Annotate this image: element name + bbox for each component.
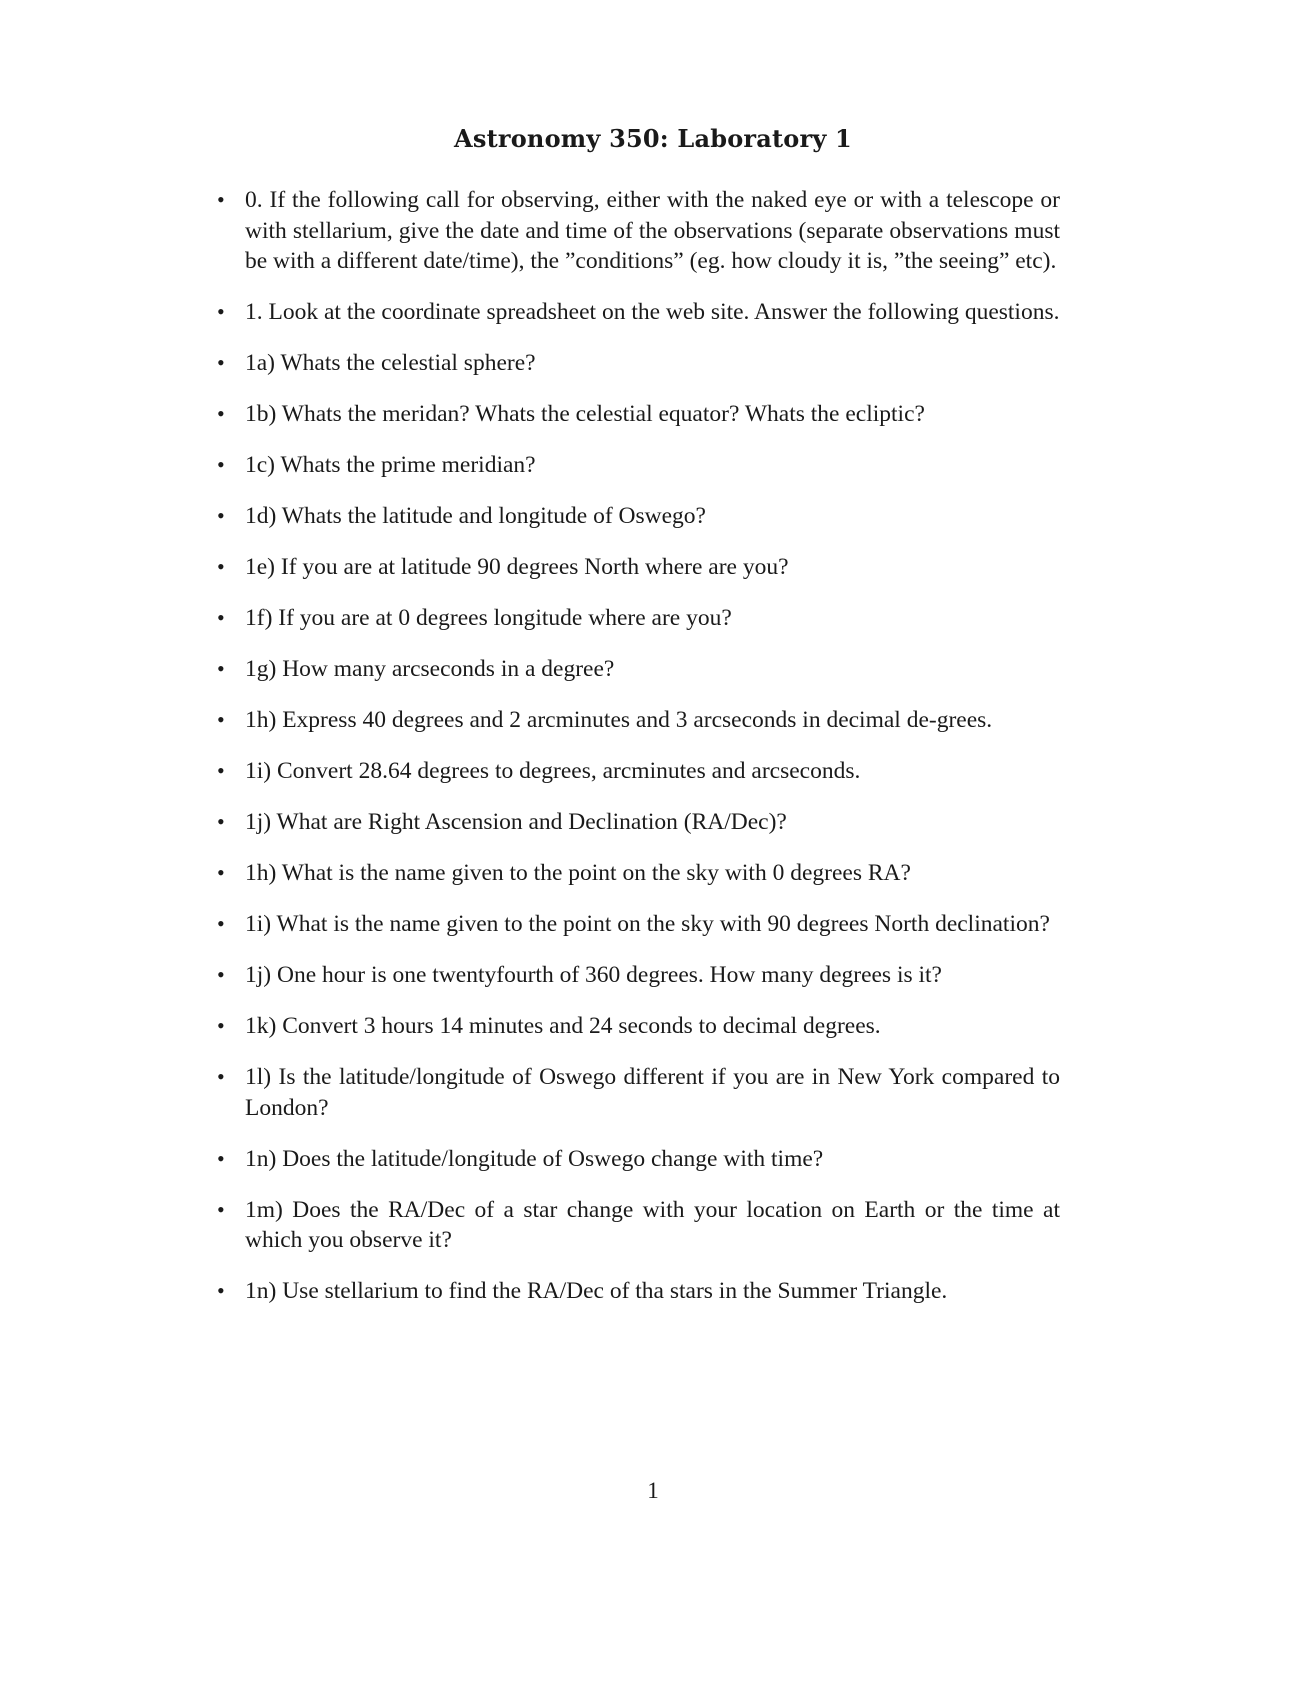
list-item [215, 858, 1060, 889]
item-text: 1f) If you are at 0 degrees longitude where are you? [245, 605, 732, 631]
list-item [215, 705, 1060, 736]
document-title: Astronomy 350: Laboratory 1 [454, 124, 852, 153]
item-text: 1i) What is the name given to the point on the sky with 90 degrees North declination? [245, 911, 1050, 937]
item-text: 1k) Convert 3 hours 14 minutes and 24 seconds to decimal degrees. [245, 1013, 881, 1039]
bullet-icon: • [217, 911, 225, 936]
list-item [215, 654, 1060, 685]
bullet-icon: • [217, 707, 225, 732]
bullet-icon: • [217, 1013, 225, 1038]
list-item [215, 185, 1060, 277]
bullet-icon: • [217, 401, 225, 426]
item-text: 1h) What is the name given to the point on the sky with 0 degrees RA? [245, 860, 911, 886]
item-text: 1m) Does the RA/Dec of a star change with your location on Earth or the time at which you observe it? [245, 1196, 1060, 1253]
item-text: 1g) How many arcseconds in a degree? [245, 656, 615, 682]
list-item [215, 756, 1060, 787]
item-text: 1i) Convert 28.64 degrees to degrees, arcminutes and arcseconds. [245, 758, 861, 784]
item-text: 1n) Does the latitude/longitude of Oswego change with time? [245, 1145, 824, 1172]
question-list [215, 185, 1060, 1327]
bullet-icon: • [217, 605, 225, 630]
list-item [215, 348, 1060, 379]
list-item [215, 807, 1060, 838]
item-text: 1d) Whats the latitude and longitude of Oswego? [245, 503, 706, 529]
item-text: 1b) Whats the meridan? Whats the celestial equator? Whats the ecliptic? [245, 401, 925, 427]
list-item [215, 909, 1060, 940]
item-text: 1a) Whats the celestial sphere? [245, 350, 536, 376]
bullet-icon: • [217, 1064, 225, 1089]
bullet-icon: • [217, 350, 225, 375]
item-text: 1n) Use stellarium to find the RA/Dec of tha stars in the Summer Triangle. [245, 1278, 948, 1304]
list-item [215, 399, 1060, 430]
item-text: 1l) Is the latitude/longitude of Oswego different if you are in New York compared to London? [245, 1064, 1060, 1121]
list-item [215, 960, 1060, 991]
list-item [215, 603, 1060, 634]
list-item [215, 501, 1060, 532]
bullet-icon: • [217, 1145, 225, 1171]
bullet-icon: • [217, 809, 225, 834]
list-item [215, 1276, 1060, 1307]
list-item [215, 552, 1060, 583]
list-item [215, 1195, 1060, 1256]
item-text: 1c) Whats the prime meridian? [245, 452, 536, 478]
bullet-icon: • [217, 299, 225, 324]
bullet-icon: • [217, 554, 225, 579]
bullet-icon: • [217, 656, 225, 681]
bullet-icon: • [217, 860, 225, 885]
item-text: 1j) What are Right Ascension and Declination (RA/Dec)? [245, 809, 787, 835]
page-number: 1 [647, 1478, 659, 1503]
item-text: 1h) Express 40 degrees and 2 arcminutes and 3 arcseconds in decimal de-grees. [245, 707, 993, 733]
bullet-icon: • [217, 962, 225, 987]
list-item [215, 1062, 1060, 1123]
bullet-icon: • [217, 1196, 225, 1222]
item-text: 0. If the following call for observing, either with the naked eye or with a telescope or with stellarium, give the date and time of the observations (separate observations must be with a different date/time), the ”conditions” (eg. how cloudy it is, ”the seeing” etc). [245, 187, 1060, 274]
list-item [215, 450, 1060, 481]
bullet-icon: • [217, 758, 225, 783]
bullet-icon: • [217, 503, 225, 528]
bullet-icon: • [217, 452, 225, 477]
item-text: 1e) If you are at latitude 90 degrees North where are you? [245, 554, 789, 580]
list-item [215, 1011, 1060, 1042]
list-item [215, 297, 1060, 328]
list-item [215, 1144, 1060, 1175]
bullet-icon: • [217, 1278, 225, 1303]
bullet-icon: • [217, 187, 225, 212]
item-text: 1. Look at the coordinate spreadsheet on the web site. Answer the following questions. [245, 299, 1060, 325]
item-text: 1j) One hour is one twentyfourth of 360 degrees. How many degrees is it? [245, 962, 942, 988]
